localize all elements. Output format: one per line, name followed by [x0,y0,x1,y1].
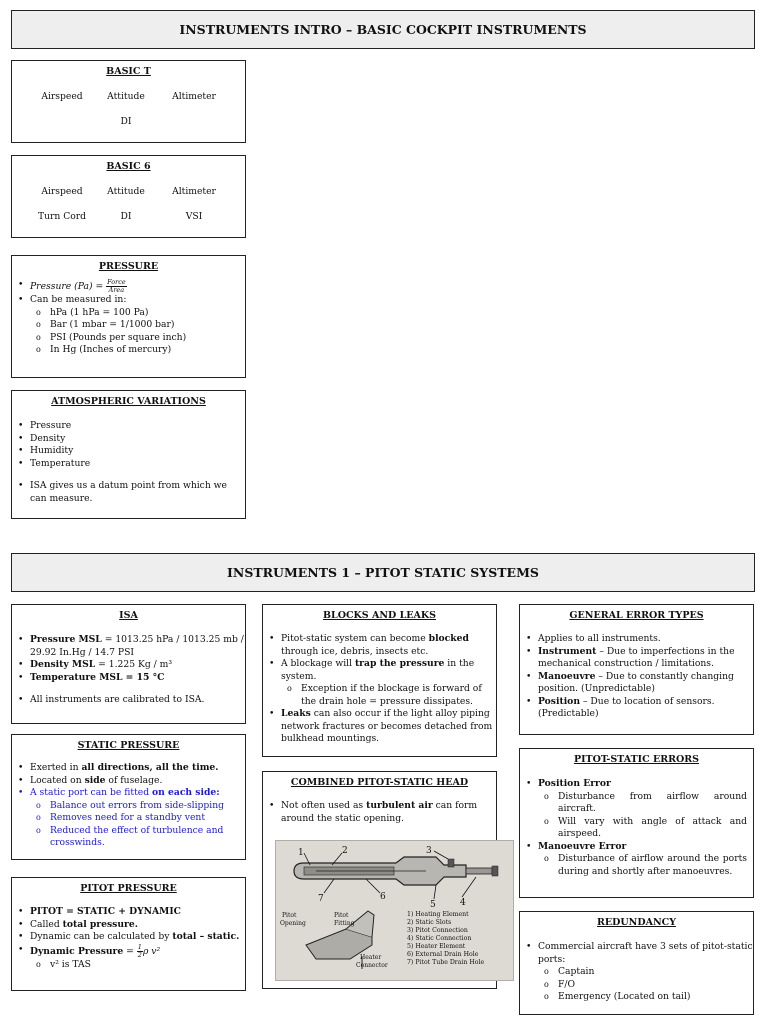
instrument-label: Altimeter [172,186,216,197]
list-item: o Will vary with angle of attack and airspeed. [538,816,747,841]
list-item: • All instruments are calibrated to ISA. [12,694,245,707]
item-emphasis: side [84,774,106,786]
list-item [12,919,245,932]
instrument-label: Turn Cord [37,211,87,222]
formula-rhs: ρ v² [142,945,161,957]
list-item: o Disturbance from airflow around aircraft. [538,791,747,816]
item-emphasis: Position [538,695,580,707]
fraction-denominator: 2 [137,950,142,959]
item-emphasis: trap the pressure [354,658,445,669]
item-text: Exerted in [30,762,82,773]
list-item: o Bar (1 mbar = 1/1000 bar) [30,319,245,332]
item-emphasis: Manoeuvre Error [538,840,627,852]
legend-item: 1) Heating Element [407,911,469,918]
formula-lhs: Pressure (Pa) = [30,281,104,292]
list-item: • Applies to all instruments. [520,633,753,646]
list-item [12,775,245,788]
list-item: • ISA gives us a datum point from which we can measure. [12,480,245,505]
callout-7: 7 [318,894,324,904]
list-item [12,294,245,357]
diagram-label: Pitot [282,912,297,919]
section-banner-pitot-static [11,553,755,592]
callout-1: 1 [298,848,304,858]
item-text: can also occur if the light alloy piping network fractures or becomes detached from bulkhead mountings. [281,708,493,744]
list-item: o Captain [538,966,753,979]
item-text: Located on [30,774,85,786]
fraction [106,279,127,294]
pitot-pressure-box [11,877,246,991]
list-item: o Balance out errors from side-slipping [30,800,245,813]
item-value: = 15 °C [122,671,165,683]
box-title: PRESSURE [98,261,159,272]
box-title: ISA [119,610,138,621]
item-value: = 1013.25 hPa / 1013.25 mb / 29.92 In.Hg / 14.7 PSI [30,634,244,658]
fraction-numerator: Force [107,278,126,286]
legend-item: 6) External Drain Hole [407,951,479,958]
instrument-label: Altimeter [172,91,216,102]
item-label: Temperature MSL [30,671,123,683]
item-emphasis: Dynamic Pressure [30,945,124,957]
diagram-label: Heater [360,954,382,961]
callout-5: 5 [430,900,436,910]
redundancy-box [519,911,754,1015]
list-item: o Exception if the blockage is forward of the drain hole = pressure dissipates. [281,683,496,708]
item-text: through ice, debris, insects etc. [281,645,429,657]
list-item: o Emergency (Located on tail) [538,991,753,1004]
item-text: – Due to constantly changing position. (Unpredictable) [538,670,734,694]
item-text: Called [30,918,63,930]
legend-item: 7) Pitot Tube Drain Hole [407,959,485,966]
list-item [12,634,245,659]
legend-item: 5) Heater Element [407,943,466,950]
basic-6-box [11,155,246,238]
item-emphasis: turbulent air [366,800,433,811]
fraction-denominator: Area [108,286,125,294]
section-title: INSTRUMENTS INTRO – BASIC COCKPIT INSTRUMENTS [179,22,587,37]
list-item: o Reduced the effect of turbulence and crosswinds. [30,825,245,850]
legend-item: 2) Static Slots [407,919,452,926]
list-item [12,944,245,972]
formula-item [12,279,245,294]
pitot-static-head-diagram [275,840,514,981]
callout-6: 6 [380,892,386,902]
diagram-label: Pitot [334,912,349,919]
general-error-types-box [519,604,754,735]
list-item [12,787,245,850]
item-text: Can be measured in: [30,294,127,305]
box-title: PITOT PRESSURE [80,883,177,894]
item-emphasis: total – static. [172,931,240,942]
item-emphasis: on each side: [152,787,220,798]
item-label: Pressure MSL [30,634,102,645]
list-item: o PSI (Pounds per square inch) [30,332,245,345]
basic-t-box [11,60,246,143]
combined-pitot-static-head-box [262,771,497,989]
instrument-label: DI [120,116,132,127]
list-item [520,646,753,671]
instrument-label: Attitude [107,91,145,102]
list-item [12,659,245,672]
list-item: • Temperature [12,458,245,471]
list-item: o F/O [538,979,753,992]
list-item [263,708,496,746]
instrument-label: Attitude [107,186,145,197]
item-text: – Due to location of sensors. (Predictable) [538,695,715,719]
callout-3: 3 [426,846,432,856]
box-title: BASIC T [106,66,151,77]
list-item: o hPa (1 hPa = 100 Pa) [30,307,245,320]
list-item [520,941,753,1004]
instrument-label: Airspeed [41,186,83,197]
callout-2: 2 [342,846,348,856]
list-item [12,906,245,919]
item-text: can form around the static opening. [281,800,478,824]
item-emphasis: Position Error [538,778,611,789]
box-title: COMBINED PITOT-STATIC HEAD [290,777,469,788]
list-item: • Density [12,433,245,446]
list-item [12,762,245,775]
diagram-label: Opening [280,920,306,927]
static-pressure-box [11,734,246,860]
atmospheric-variations-box [11,390,246,519]
callout-4: 4 [460,898,466,908]
pressure-box [11,255,246,378]
item-label: Density MSL [30,659,96,670]
list-item: o Removes need for a standby vent [30,812,245,825]
item-text: of fuselage. [105,774,163,786]
box-title: GENERAL ERROR TYPES [569,610,704,621]
list-item [520,841,753,879]
list-item [263,658,496,708]
item-emphasis: blocked [428,633,469,644]
list-item: • Humidity [12,445,245,458]
item-emphasis: total pressure. [62,918,138,930]
instrument-label: DI [120,211,132,222]
box-title: BLOCKS AND LEAKS [323,610,436,621]
list-item: o Disturbance of airflow around the ports during and shortly after manoeuvres. [538,853,747,878]
pitot-static-errors-box [519,748,754,898]
instrument-label: Airspeed [41,91,83,102]
list-item [12,672,245,685]
fraction-numerator: 1 [137,942,142,951]
legend-item: 3) Pitot Connection [407,927,468,934]
instrument-label: VSI [185,211,203,222]
box-title: ATMOSPHERIC VARIATIONS [51,396,206,407]
item-emphasis: all directions, all the time. [81,762,219,773]
list-item: • Pressure [12,420,245,433]
item-text: in the system. [281,658,475,682]
diagram-label: Connector [356,962,388,969]
item-emphasis: Leaks [281,708,311,719]
item-emphasis: PITOT = STATIC + DYNAMIC [30,906,181,917]
item-text: Pitot-static system can become [281,633,429,644]
box-title: REDUNDANCY [597,917,676,928]
item-text: Not often used as [281,800,367,811]
item-text: Dynamic can be calculated by [30,931,173,942]
list-item [520,671,753,696]
list-item [263,633,496,658]
section-title: INSTRUMENTS 1 – PITOT STATIC SYSTEMS [227,565,539,580]
item-emphasis: Manoeuvre [538,670,596,682]
item-text: = [123,945,137,957]
box-title: BASIC 6 [106,161,151,172]
list-item [12,931,245,944]
list-item [520,696,753,721]
section-banner-intro [11,10,755,49]
item-text: – Due to imperfections in the mechanical construction / limitations. [538,645,735,669]
item-text: Commercial aircraft have 3 sets of pitot-static ports: [538,941,753,965]
list-item [263,800,496,825]
list-item [520,778,753,841]
list-item: o v² is TAS [30,959,245,972]
item-text: A blockage will [281,658,355,669]
item-value: = 1.225 Kg / m³ [95,659,173,670]
list-item: o In Hg (Inches of mercury) [30,344,245,357]
box-title: STATIC PRESSURE [77,740,180,751]
diagram-label: Fitting [334,920,355,927]
box-title: PITOT-STATIC ERRORS [573,754,700,765]
item-text: A static port can be fitted [30,787,153,798]
item-emphasis: Instrument [538,645,597,657]
isa-box [11,604,246,724]
legend-item: 4) Static Connection [407,935,472,942]
blocks-and-leaks-box [262,604,497,757]
